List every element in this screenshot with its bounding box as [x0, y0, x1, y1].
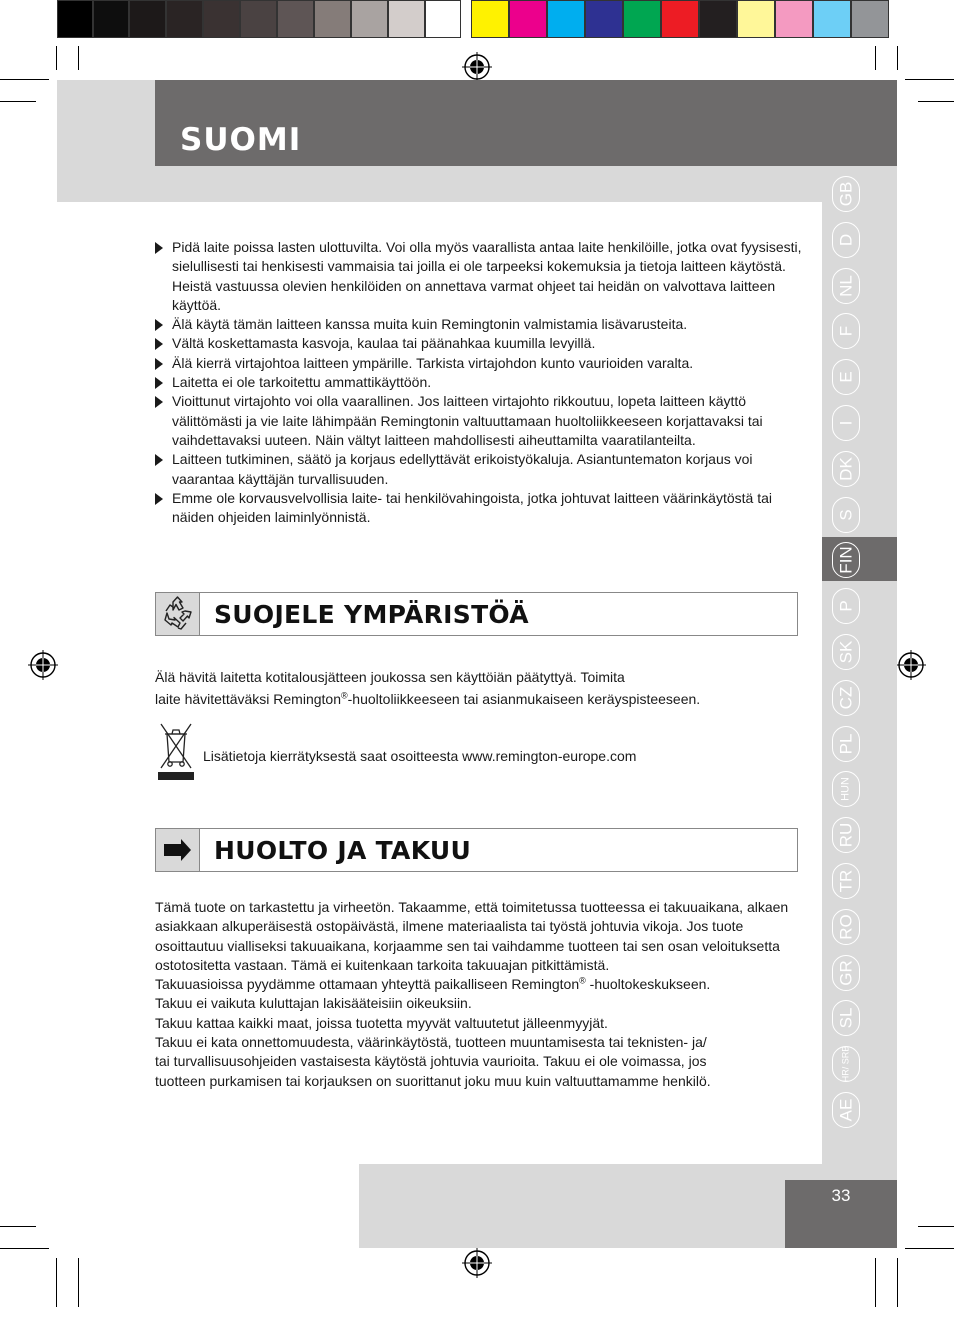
language-tab-label: HUN [839, 777, 852, 802]
calibration-swatch [93, 0, 129, 38]
page-number-box [785, 1180, 897, 1248]
language-tab-cz[interactable] [832, 680, 860, 716]
service-paragraph-5a: Takuu ei kata onnettomuudesta, väärinkäytöstä, tuotteen muuntamisesta tai teknisten- ja/ [155, 1034, 707, 1051]
service-paragraph-3: Takuu ei vaikuta kuluttajan lakisääteisiin oikeuksiin. [155, 995, 472, 1012]
language-tab-label: FIN [836, 546, 856, 575]
environment-line-1: Älä hävitä laitetta kotitalousjätteen joukossa sen käyttöiän päätyttyä. Toimita [155, 669, 625, 685]
service-paragraph-2 [155, 975, 805, 994]
language-tab-fin[interactable] [832, 542, 860, 578]
crop-mark [0, 79, 49, 80]
calibration-swatch [351, 0, 388, 38]
calibration-gap [461, 0, 471, 38]
language-tab-hrsrb[interactable] [832, 1046, 860, 1082]
crop-mark [905, 1248, 954, 1249]
crop-mark [0, 101, 36, 102]
language-tab-ru[interactable] [832, 817, 860, 853]
registration-mark-icon [462, 1248, 492, 1278]
language-tab-pl[interactable] [832, 726, 860, 762]
language-tab-label: NL [836, 274, 856, 297]
calibration-swatch [203, 0, 240, 38]
crop-mark [897, 1258, 898, 1307]
safety-bullet-list [155, 238, 805, 527]
safety-bullet-item: Vioittunut virtajohto voi olla vaarallinen. Jos laitteen virtajohto rikkoutuu, lopeta laitteen käyttö välittömästi ja vie laite lähimpään Remingtonin valtuuttamaan huoltoliikkeeseen korjattavaksi tai vaihdettavaksi uuteen. Näin vältyt laitteen mahdollisesti aiheuttamilta vaaratilanteilta. [155, 392, 805, 450]
crop-mark [78, 1258, 79, 1307]
language-tab-label: I [836, 420, 856, 426]
arrow-right-icon [156, 829, 199, 871]
language-tab-label: P [836, 600, 856, 612]
crop-mark [918, 1226, 954, 1227]
language-tab-label: RO [836, 914, 856, 940]
safety-bullet-item: Vältä koskettamasta kasvoja, kaulaa tai päänahkaa kuumilla levyillä. [155, 334, 805, 353]
language-tab-dk[interactable] [832, 451, 860, 487]
calibration-swatch [240, 0, 277, 38]
language-tab-label: E [836, 371, 856, 383]
calibration-swatch [547, 0, 585, 38]
crop-mark [56, 46, 57, 70]
language-tab-label: SL [836, 1007, 856, 1029]
calibration-swatch [388, 0, 425, 38]
language-tab-hun[interactable] [832, 771, 860, 807]
calibration-swatch [775, 0, 813, 38]
language-tab-d[interactable] [832, 222, 860, 258]
calibration-swatch [277, 0, 314, 38]
environment-text [155, 668, 805, 710]
color-calibration-bar [57, 0, 897, 38]
service-text [155, 898, 805, 1091]
calibration-swatch [129, 0, 166, 38]
language-tab-ro[interactable] [832, 909, 860, 945]
language-tab-label: D [836, 233, 856, 246]
service-title: HUOLTO JA TAKUU [214, 836, 472, 865]
language-tab-sk[interactable] [832, 634, 860, 670]
service-paragraph-1: Tämä tuote on tarkastettu ja virheetön. Takaamme, että toimitetussa tuotteessa ei takuuaikana, alkaen asiakkaan alkuperäisestä ostopäivästä, ilmene materiaalista tai työstä johtuvia vikoja. Jos tuote osoittautuu vialliseksi takuuaikana, korjaamme sen tai vaihdamme tuotteen tai sen osan veloituksetta ostotositetta vastaan. Tämä ei kuitenkaan tarkoita takuuajan pitkittämistä. [155, 899, 789, 973]
language-tab-nl[interactable] [832, 268, 860, 304]
crop-mark [918, 101, 954, 102]
language-tab-label: TR [836, 869, 856, 893]
language-tab-sl[interactable] [832, 1000, 860, 1036]
service-paragraph-2-start: Takuuasioissa pyydämme ottamaan yhteyttä paikalliseen Remington [155, 976, 580, 993]
calibration-swatch [471, 0, 509, 38]
environment-line-2-end: -huoltoliikkeeseen tai asianmukaiseen keräyspisteeseen. [347, 691, 701, 708]
registration-mark-icon [896, 650, 926, 680]
language-tab-tr[interactable] [832, 863, 860, 899]
recycle-icon [156, 593, 199, 635]
registered-mark: ® [579, 975, 586, 986]
safety-bullet-item: Pidä laite poissa lasten ulottuvilta. Voi olla myös vaarallista antaa laite henkilöille, jotka ovat fyysisesti, sielullisesti tai henkisesti vammaisia tai joilla ei ole tarpeeksi kokemuksia ja tietoja laitteen käytöstä. Heistä vastuussa olevien henkilöiden on annettava varmat ohjeet tai heidän on valvottava laitteen käyttöä. [155, 238, 805, 315]
service-paragraph-5c: tuotteen purkamisen tai korjauksen on suorittanut joku muu kuin valtuuttamamme henkilö. [155, 1072, 711, 1089]
language-tab-label: HR/ SRB [840, 1045, 851, 1083]
safety-bullet-item: Älä kierrä virtajohtoa laitteen ympärille. Tarkista virtajohdon kunto vaurioiden varalta. [155, 354, 805, 373]
page-number: 33 [831, 1186, 851, 1205]
recycle-icon-box [156, 593, 200, 635]
crop-mark [56, 1258, 57, 1307]
calibration-swatch [57, 0, 93, 38]
calibration-swatch [166, 0, 203, 38]
language-tab-label: F [836, 326, 856, 337]
language-tab-gb[interactable] [832, 176, 860, 212]
calibration-swatch [813, 0, 851, 38]
language-tab-label: RU [836, 822, 856, 848]
crop-mark [875, 1258, 876, 1307]
language-tab-gr[interactable] [832, 955, 860, 991]
crop-mark [0, 1248, 49, 1249]
crop-mark [0, 1226, 36, 1227]
calibration-swatch [737, 0, 775, 38]
language-tab-e[interactable] [832, 359, 860, 395]
service-paragraph-4: Takuu kattaa kaikki maat, joissa tuotetta myyvät valtuutetut jälleenmyyjät. [155, 1014, 608, 1031]
crop-mark [78, 46, 79, 70]
calibration-swatch [699, 0, 737, 38]
language-tab-label: DK [836, 456, 856, 481]
calibration-swatch [314, 0, 351, 38]
language-tab-label: SK [836, 640, 856, 664]
crop-mark [897, 46, 898, 70]
environment-title: SUOJELE YMPÄRISTÖÄ [214, 600, 529, 629]
registered-mark: ® [341, 690, 348, 701]
language-tab-f[interactable] [832, 313, 860, 349]
calibration-swatch [425, 0, 461, 38]
environment-section-header [155, 592, 798, 636]
page-title: SUOMI [180, 122, 302, 158]
calibration-swatch [509, 0, 547, 38]
registration-mark-icon [462, 52, 492, 82]
language-tab-i[interactable] [832, 405, 860, 441]
safety-bullet-item: Älä käytä tämän laitteen kanssa muita kuin Remingtonin valmistamia lisävarusteita. [155, 315, 805, 334]
safety-bullet-item: Laitetta ei ole tarkoitettu ammattikäyttöön. [155, 373, 805, 392]
safety-bullet-item: Laitteen tutkiminen, säätö ja korjaus edellyttävät erikoistyökaluja. Asiantuntematon korjaus voi vaarantaa käyttäjän turvallisuuden. [155, 450, 805, 489]
language-tab-ae[interactable] [832, 1092, 860, 1128]
language-tab-label: S [836, 508, 856, 521]
language-tab-label: GR [836, 959, 856, 986]
crop-mark [875, 46, 876, 70]
crop-mark [905, 79, 954, 80]
calibration-swatch [661, 0, 699, 38]
environment-line-2-start: laite hävitettäväksi Remington [155, 691, 341, 708]
language-tab-label: CZ [836, 686, 856, 710]
language-tab-p[interactable] [832, 588, 860, 624]
language-tab-label: PL [836, 733, 856, 754]
language-tab-label: AE [836, 1098, 856, 1122]
calibration-swatch [851, 0, 889, 38]
service-section-header [155, 828, 798, 872]
registration-mark-icon [28, 650, 58, 680]
arrow-icon-box [156, 829, 200, 871]
calibration-swatch [623, 0, 661, 38]
service-paragraph-2-end: -huoltokeskukseen. [585, 976, 711, 993]
language-tab-label: GB [836, 181, 856, 207]
calibration-swatch [585, 0, 623, 38]
weee-bin-icon [155, 722, 197, 782]
language-tab-s[interactable] [832, 497, 860, 533]
environment-line-2 [155, 690, 805, 709]
safety-bullet-item: Emme ole korvausvelvollisia laite- tai henkilövahingoista, jotka johtuvat laitteen väärinkäytöstä tai näiden ohjeiden laiminlyönnistä. [155, 489, 805, 528]
service-paragraph-5b: tai turvallisuusohjeiden vastaisesta käytöstä johtuvia vaurioita. Takuu ei ole voimassa, jos [155, 1053, 707, 1070]
weee-note: Lisätietoja kierrätyksestä saat osoitteesta www.remington-europe.com [203, 748, 637, 764]
